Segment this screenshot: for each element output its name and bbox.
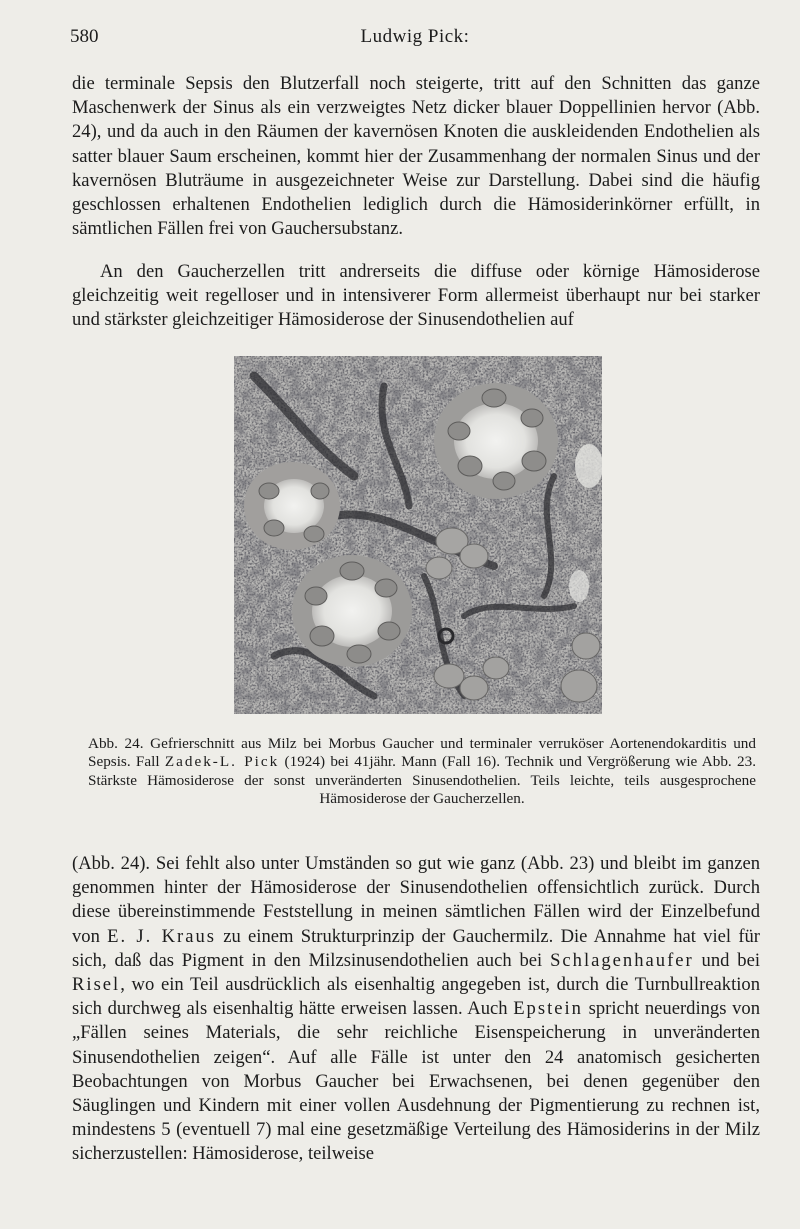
author-kraus: E. J. Kraus <box>107 925 216 947</box>
figure-caption <box>88 735 756 808</box>
p3-text-4: , wo ein Teil ausdrücklich als eisenhaltig angegeben ist, durch die Turnbullreaktion sich durchweg als eisenhaltig hätte erweisen lassen. Auch <box>72 974 760 1020</box>
cell-cluster-bottom-left <box>292 555 412 667</box>
author-risel: Risel <box>72 974 121 996</box>
cell-cluster-top-right <box>434 383 558 499</box>
paragraph-2: An den Gaucherzellen tritt andrerseits die diffuse oder körnige Hämosiderose gleichzeitig weit regelloser und in intensiverer Form allermeist überhaupt nur bei starker und stärkster gleichzeitiger Hämosiderose der Sinusendothelien auf <box>72 261 760 331</box>
paragraph-1: die terminale Sepsis den Blutzerfall noch steigerte, tritt auf den Schnitten das ganze Maschenwerk der Sinus als ein verzweigtes Netz dicker blauer Doppellinien hervor (Abb. 24), und da auch in den Räumen der kavernösen Knoten die auskleidenden Endothelien als satter blauer Saum erscheinen, kommt hier der Zusammenhang der normalen Sinus und der kavernösen Bluträume in ausgezeichneter Weise zur Darstellung. Dabei sind die häufig geschlossen erhaltenen Endothelien lediglich durch die Hämosiderinkörner erfüllt, in sämtlichen Fällen frei von Gauchersubstanz. <box>72 73 760 240</box>
author-epstein: Epstein <box>513 998 583 1020</box>
author-schlagenhaufer: Schlagenhaufer <box>550 949 694 971</box>
caption-author-name: Zadek-L. Pick <box>164 753 280 771</box>
caption-text-2: (1924) bei 41jähr. Mann (Fall 16). Technik und Vergrößerung wie Abb. 23. Stärkste Hämosiderose der sonst unveränderten Sinusendothelien. Teils leichte, teils ausgesprochene Hämosiderose der Gaucherzellen. <box>88 753 756 807</box>
paragraph-3 <box>72 852 760 1167</box>
p3-text-3: und bei <box>693 949 761 971</box>
page-number: 580 <box>70 26 99 47</box>
page-header <box>70 26 760 56</box>
micrograph-image <box>234 356 602 714</box>
running-head: Ludwig Pick: <box>360 26 470 47</box>
p3-text-1: (Abb. 24). Sei fehlt also unter Umständen so gut wie ganz (Abb. 23) und bleibt im ganzen genommen hinter der Hämosiderose der Sinusendothelien offensichtlich zurück. Durch diese übereinstimmende Feststellung in meinen sämtlichen Fällen wird der Einzelbefund von <box>72 853 760 947</box>
p3-text-5: spricht neuerdings von „Fällen seines Materials, die sehr reichliche Eisenspeicherung in unveränderten Sinusendothelien zeigen“. Auf alle Fälle ist unter den 24 anatomisch gesicherten Beobachtungen von Morbus Gaucher bei Erwachsenen, bei denen gegenüber den Säuglingen und Kindern mit einer vollen Ausdehnung der Pigmentierung zu rechnen ist, mindestens 5 (eventuell 7) mal eine gesetzmäßige Verteilung des Hämosiderins in der Milz sicherzustellen: Hämosiderose, teilweise <box>72 998 760 1165</box>
caption-text-1: Abb. 24. Gefrierschnitt aus Milz bei Morbus Gaucher und terminaler verruköser Aortenendokarditis und Sepsis. Fall <box>88 735 756 771</box>
histology-micrograph <box>234 356 602 714</box>
cell-cluster-left <box>244 462 340 550</box>
p3-text-2: zu einem Strukturprinzip der Gauchermilz. Die Annahme hat viel für sich, daß das Pigment in den Milzsinusendothelien auch bei <box>72 925 760 971</box>
